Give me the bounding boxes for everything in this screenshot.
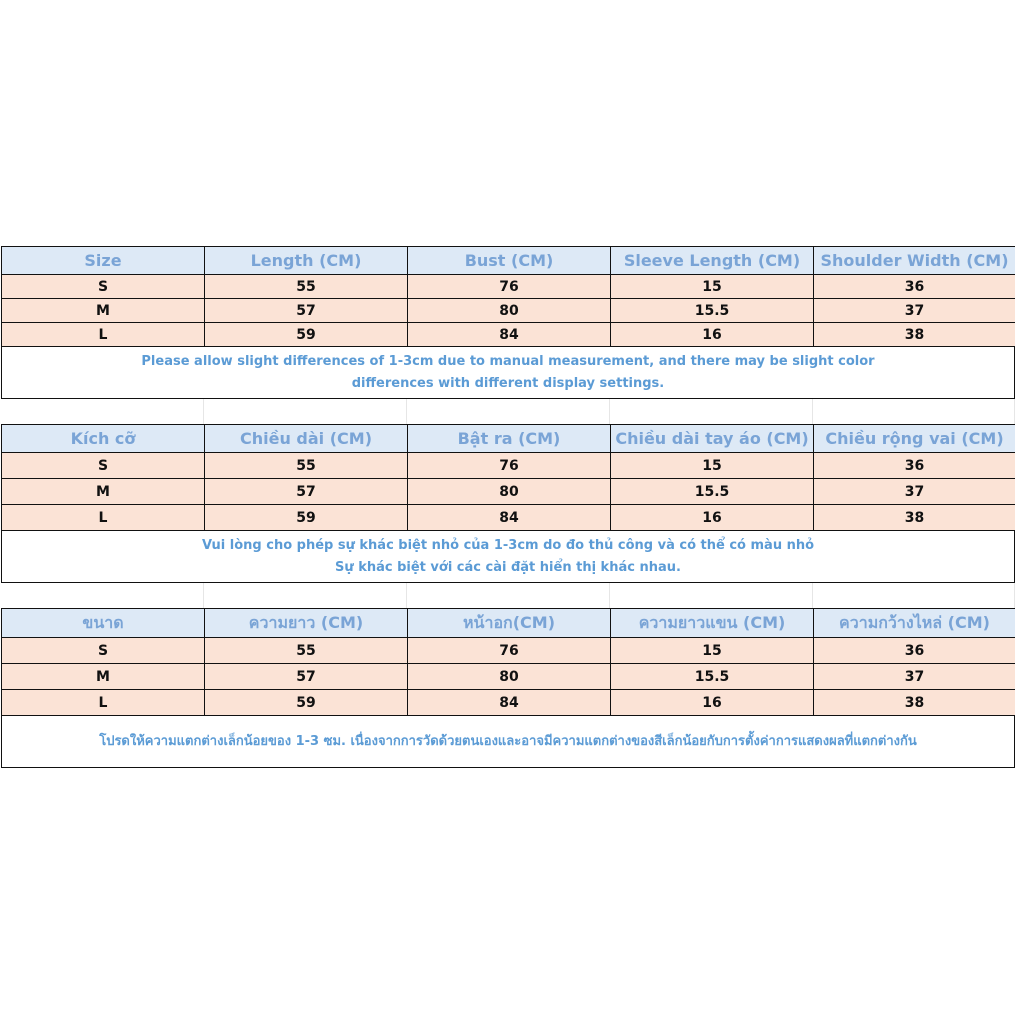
note-line: Vui lòng cho phép sự khác biệt nhỏ của 1-3cm do đo thủ công và có thể có màu nhỏ [201, 537, 815, 553]
measurement-note [1, 347, 1015, 399]
header-bust: Bust (CM) [408, 247, 611, 275]
cell-length: 55 [205, 638, 408, 664]
size-table-thai [1, 608, 1015, 768]
cell-size: S [2, 275, 205, 299]
spacer-gridlines [1, 399, 1015, 424]
cell-sleeve-length: 15.5 [611, 664, 814, 690]
header-shoulder-width: Shoulder Width (CM) [814, 247, 1015, 275]
cell-sleeve-length: 15 [611, 275, 814, 299]
cell-bust: 76 [408, 275, 611, 299]
header-sleeve-length: Chiều dài tay áo (CM) [611, 425, 814, 453]
note-line: Please allow slight differences of 1-3cm due to manual measurement, and there may be slight color [141, 353, 875, 369]
cell-sleeve-length: 16 [611, 690, 814, 716]
cell-shoulder-width: 36 [814, 638, 1015, 664]
cell-length: 57 [205, 299, 408, 323]
header-length: Chiều dài (CM) [205, 425, 408, 453]
cell-sleeve-length: 16 [611, 505, 814, 531]
cell-length: 59 [205, 690, 408, 716]
measurement-note [1, 531, 1015, 583]
header-size: Size [2, 247, 205, 275]
cell-shoulder-width: 37 [814, 664, 1015, 690]
cell-bust: 76 [408, 453, 611, 479]
cell-size: M [2, 299, 205, 323]
cell-size: S [2, 453, 205, 479]
note-line: โปรดให้ความแตกต่างเล็กน้อยของ 1-3 ซม. เนื่องจากการวัดด้วยตนเองและอาจมีความแตกต่างของสีเล็กน้อยกับการตั้งค่าการแสดงผลที่แตกต่างกัน [99, 733, 917, 749]
cell-length: 59 [205, 323, 408, 347]
header-size: Kích cỡ [2, 425, 205, 453]
cell-size: L [2, 690, 205, 716]
cell-length: 55 [205, 453, 408, 479]
cell-size: M [2, 664, 205, 690]
cell-bust: 84 [408, 323, 611, 347]
cell-sleeve-length: 15 [611, 453, 814, 479]
size-table-english [1, 246, 1015, 399]
cell-length: 55 [205, 275, 408, 299]
header-bust: หน้าอก(CM) [408, 609, 611, 638]
header-sleeve-length: ความยาวแขน (CM) [611, 609, 814, 638]
cell-bust: 80 [408, 479, 611, 505]
note-line: differences with different display settings. [351, 375, 665, 391]
cell-bust: 80 [408, 664, 611, 690]
cell-shoulder-width: 38 [814, 323, 1015, 347]
header-shoulder-width: Chiều rộng vai (CM) [814, 425, 1015, 453]
cell-shoulder-width: 37 [814, 299, 1015, 323]
note-line: Sự khác biệt với các cài đặt hiển thị khác nhau. [335, 559, 681, 575]
cell-bust: 84 [408, 505, 611, 531]
cell-shoulder-width: 37 [814, 479, 1015, 505]
size-grid [1, 424, 1015, 531]
cell-shoulder-width: 36 [814, 453, 1015, 479]
cell-length: 59 [205, 505, 408, 531]
size-table-vietnamese [1, 424, 1015, 583]
cell-sleeve-length: 15 [611, 638, 814, 664]
size-grid [1, 246, 1015, 347]
cell-bust: 80 [408, 299, 611, 323]
cell-bust: 84 [408, 690, 611, 716]
cell-sleeve-length: 15.5 [611, 299, 814, 323]
cell-size: L [2, 505, 205, 531]
cell-sleeve-length: 15.5 [611, 479, 814, 505]
measurement-note [1, 716, 1015, 768]
header-length: Length (CM) [205, 247, 408, 275]
header-bust: Bật ra (CM) [408, 425, 611, 453]
cell-sleeve-length: 16 [611, 323, 814, 347]
cell-size: L [2, 323, 205, 347]
size-grid [1, 608, 1015, 716]
cell-length: 57 [205, 664, 408, 690]
header-length: ความยาว (CM) [205, 609, 408, 638]
cell-bust: 76 [408, 638, 611, 664]
cell-size: S [2, 638, 205, 664]
cell-shoulder-width: 38 [814, 505, 1015, 531]
header-sleeve-length: Sleeve Length (CM) [611, 247, 814, 275]
header-shoulder-width: ความกว้างไหล่ (CM) [814, 609, 1015, 638]
cell-shoulder-width: 36 [814, 275, 1015, 299]
spacer-gridlines [1, 583, 1015, 608]
cell-length: 57 [205, 479, 408, 505]
cell-size: M [2, 479, 205, 505]
header-size: ขนาด [2, 609, 205, 638]
cell-shoulder-width: 38 [814, 690, 1015, 716]
